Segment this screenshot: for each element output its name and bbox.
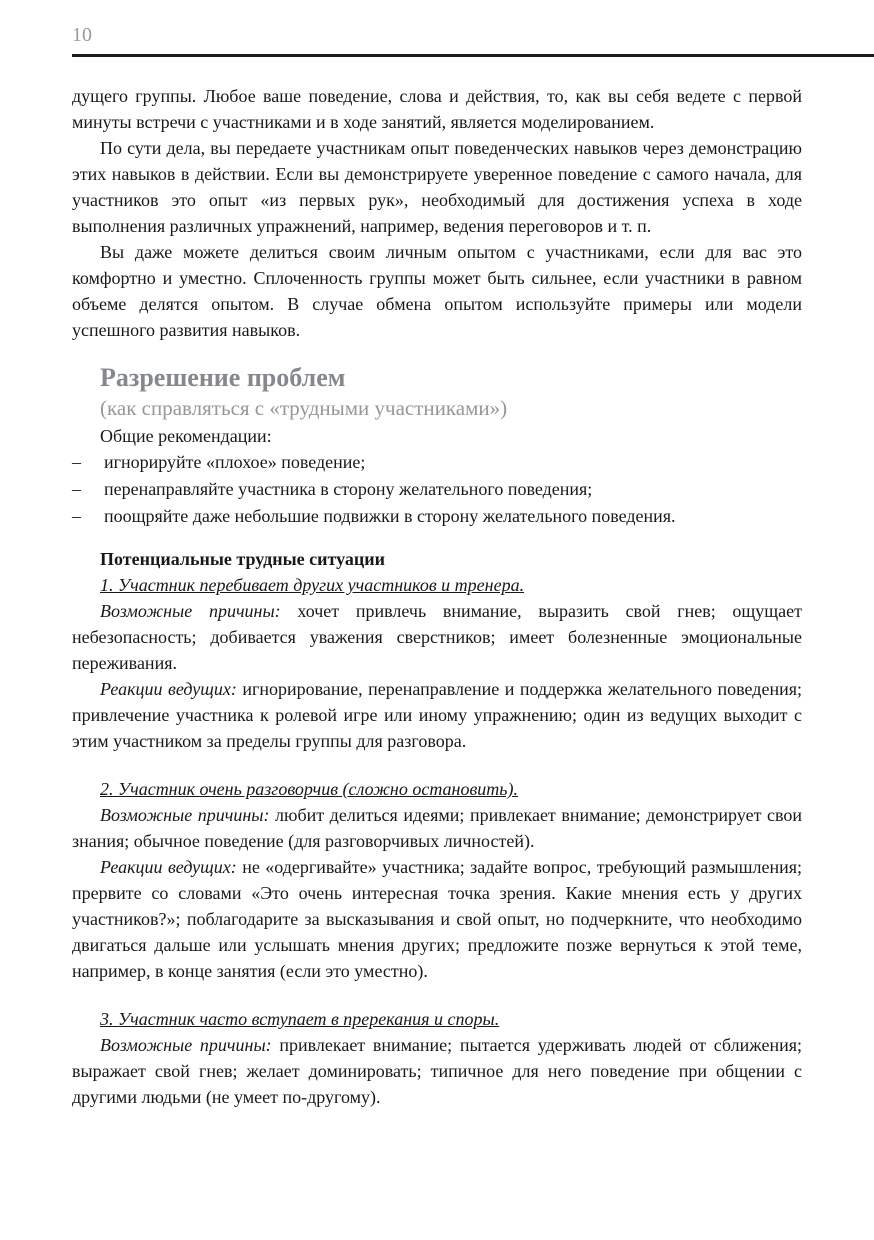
situation-block-2 <box>72 776 802 984</box>
list-item-text: игнорируйте «плохое» поведение; <box>104 452 366 472</box>
reactions-paragraph <box>72 676 802 754</box>
causes-text: хочет привлечь внимание, выразить свой гнев; ощущает небезопасность; добивается уважения сверстников; имеет болезненные эмоциональные переживания. <box>72 601 802 673</box>
page-number: 10 <box>72 24 92 46</box>
causes-paragraph <box>72 598 802 676</box>
causes-paragraph <box>72 802 802 854</box>
page-content <box>0 57 874 1110</box>
reactions-label: Реакции ведущих: <box>100 679 237 699</box>
list-item <box>72 476 802 503</box>
dash-marker: – <box>72 506 81 526</box>
list-item <box>72 449 802 476</box>
causes-label: Возможные причины: <box>100 601 281 621</box>
causes-label: Возможные причины: <box>100 1035 272 1055</box>
situations-heading: Потенциальные трудные ситуации <box>100 549 385 569</box>
dash-marker: – <box>72 479 81 499</box>
causes-text: привлекает внимание; пытается удерживать людей от сближения; выражает свой гнев; желает доминировать; типичное для него поведение при общении с другими людьми (не умеет по-другому). <box>72 1035 802 1107</box>
body-paragraph: По сути дела, вы передаете участникам опыт поведенческих навыков через демонстрацию этих навыков в действии. Если вы демонстрируете уверенное поведение с самого начала, для участников это опыт «из первых рук», необходимый для достижения успеха в ходе выполнения различных упражнений, например, ведения переговоров и т. п. <box>72 138 802 236</box>
causes-text: любит делиться идеями; привлекает внимание; демонстрирует свои знания; обычное поведение (для разговорчивых личностей). <box>72 805 802 851</box>
reactions-paragraph <box>72 854 802 984</box>
dash-marker: – <box>72 452 81 472</box>
situation-title: 1. Участник перебивает других участников и тренера. <box>100 575 525 595</box>
section-heading: Разрешение проблем <box>100 363 346 392</box>
recommendations-list <box>72 449 802 530</box>
reactions-label: Реакции ведущих: <box>100 857 237 877</box>
body-paragraph: Вы даже можете делиться своим личным опытом с участниками, если для вас это комфортно и уместно. Сплоченность группы может быть сильнее, если участники в равном объеме делятся опытом. В случае обмена опытом используйте примеры или модели успешного развития навыков. <box>72 242 802 340</box>
reactions-text: игнорирование, перенаправление и поддержка желательного поведения; привлечение участника к ролевой игре или иному упражнению; один из ведущих выходит с этим участником за пределы группы для разговора. <box>72 679 802 751</box>
section-subheading: (как справляться с «трудными участниками») <box>100 396 508 420</box>
causes-paragraph <box>72 1032 802 1110</box>
list-item-text: перенаправляйте участника в сторону желательного поведения; <box>104 479 593 499</box>
reactions-text: не «одергивайте» участника; задайте вопрос, требующий размышления; прервите со словами «Это очень интересная точка зрения. Какие мнения есть у других участников?»; поблагодарите за высказывания и свой опыт, но подчеркните, что необходимо двигаться дальше или услышать мнения других; предложите позже вернуться к этой теме, например, в конце занятия (если это уместно). <box>72 857 802 981</box>
causes-label: Возможные причины: <box>100 805 270 825</box>
list-item-text: поощряйте даже небольшие подвижки в сторону желательного поведения. <box>104 506 676 526</box>
situation-block-1 <box>72 572 802 754</box>
situation-title: 3. Участник часто вступает в пререкания и споры. <box>100 1009 500 1029</box>
page-header <box>0 0 874 57</box>
recommendations-label: Общие рекомендации: <box>100 426 272 446</box>
situation-title: 2. Участник очень разговорчив (сложно остановить). <box>100 779 518 799</box>
list-item <box>72 503 802 530</box>
body-paragraph-continuation: дущего группы. Любое ваше поведение, слова и действия, то, как вы себя ведете с первой минуты встречи с участниками и в ходе занятий, является моделированием. <box>72 86 802 132</box>
situation-block-3 <box>72 1006 802 1110</box>
